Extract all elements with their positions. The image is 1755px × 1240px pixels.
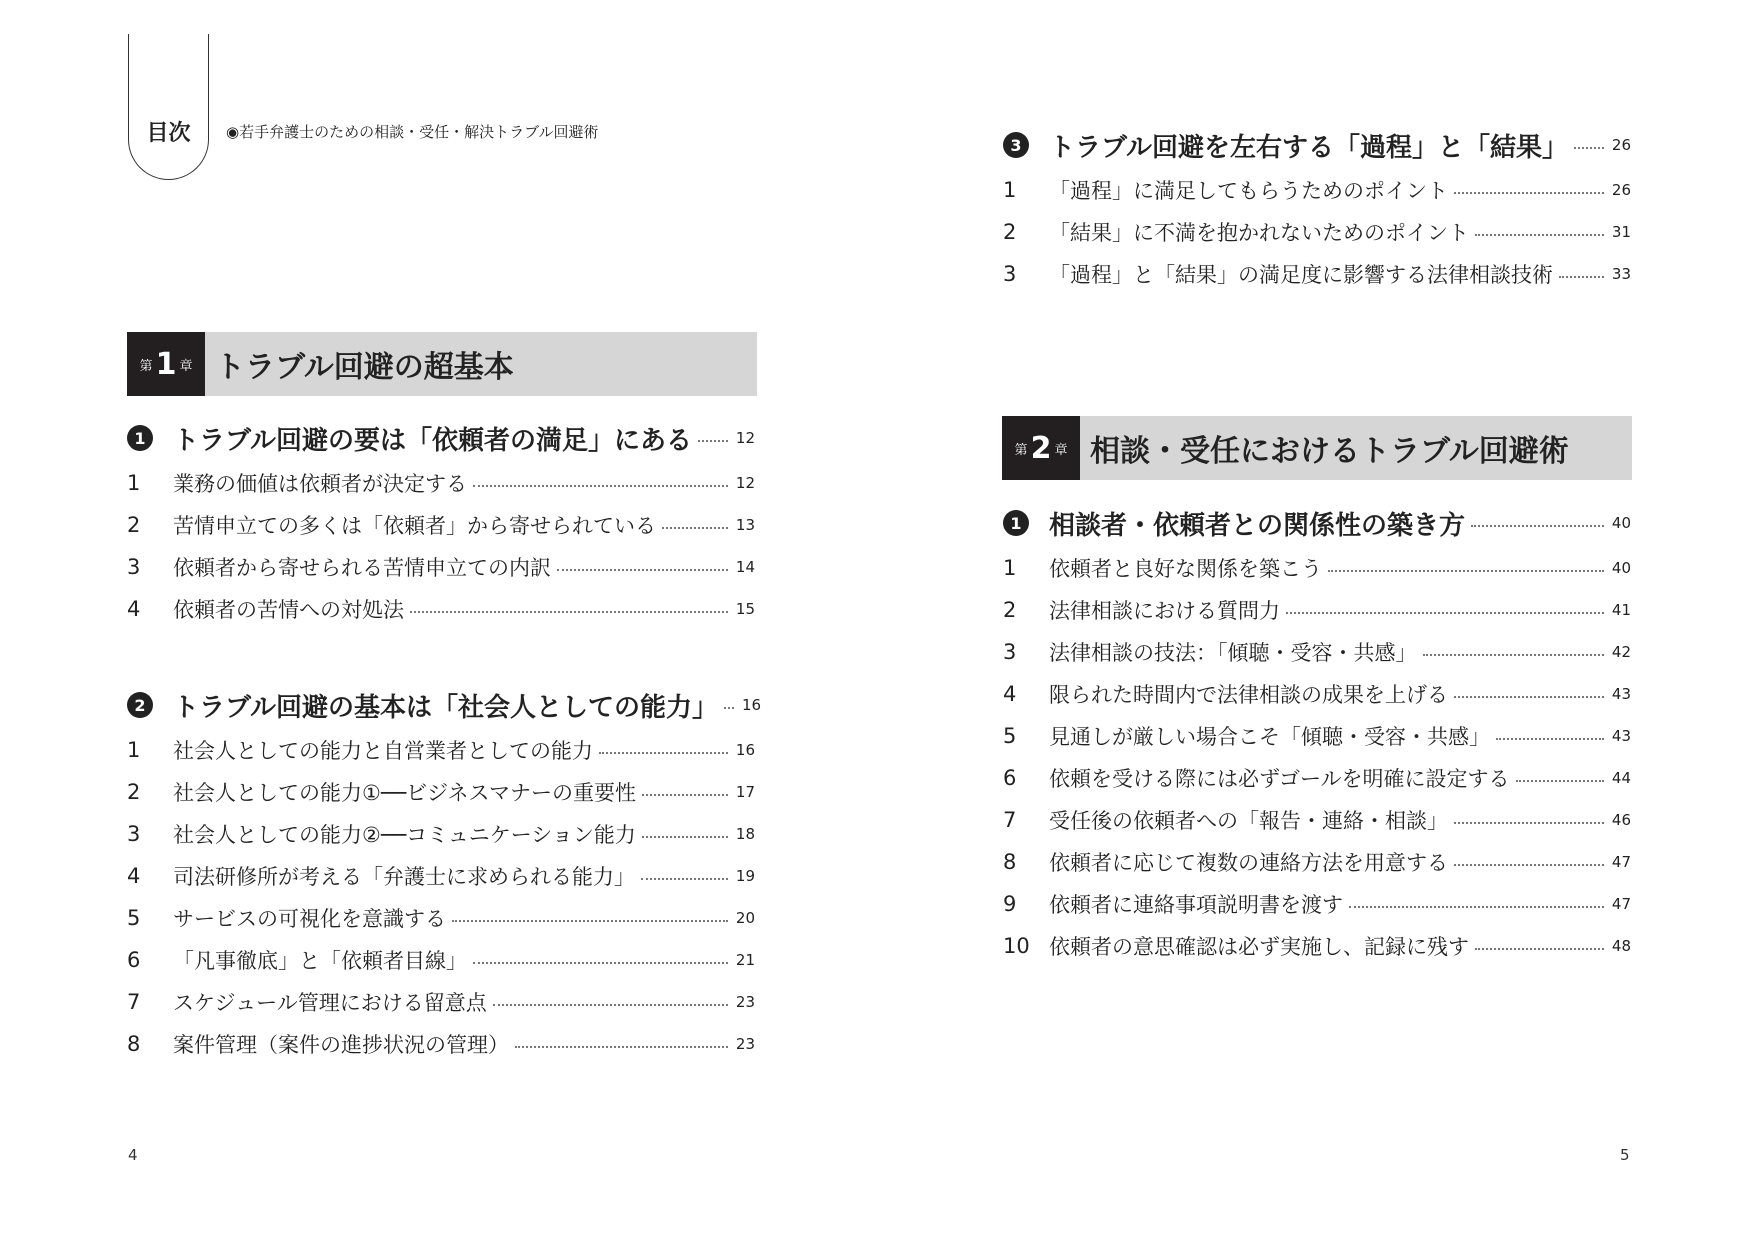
- item-label: 受任後の依頼者への「報告・連絡・相談」: [1049, 809, 1448, 833]
- item-label: 依頼者と良好な関係を築こう: [1049, 557, 1322, 581]
- leader-dots: [641, 878, 728, 880]
- item-label: 「過程」に満足してもらうためのポイント: [1049, 179, 1448, 203]
- toc-item[interactable]: [127, 902, 755, 934]
- leader-dots: [493, 1004, 728, 1006]
- leader-dots: [1454, 696, 1604, 698]
- chapter-number: 1: [155, 346, 177, 382]
- item-label: 依頼者に連絡事項説明書を渡す: [1049, 893, 1343, 917]
- page-number: 16: [735, 741, 755, 759]
- page-number: 17: [735, 783, 755, 801]
- section-title: トラブル回避の要は「依頼者の満足」にある: [173, 425, 692, 456]
- leader-dots: [473, 962, 728, 964]
- item-label: 見通しが厳しい場合こそ「傾聴・受容・共感」: [1049, 725, 1490, 749]
- page-number: 48: [1611, 937, 1631, 955]
- item-number: 1: [1003, 556, 1017, 580]
- toc-item[interactable]: [1003, 552, 1631, 584]
- toc-tab: [128, 34, 209, 180]
- section-heading[interactable]: [127, 688, 762, 723]
- leader-dots: [410, 611, 728, 613]
- chapter-2-heading[interactable]: [1002, 416, 1632, 480]
- toc-tab-label: 目次: [146, 121, 191, 146]
- chapter-prefix: 第: [1014, 442, 1028, 458]
- item-label: 社会人としての能力と自営業者としての能力: [173, 739, 593, 763]
- toc-item[interactable]: [127, 1028, 755, 1060]
- page-number: 44: [1611, 769, 1631, 787]
- leader-dots: [557, 569, 728, 571]
- item-label: 案件管理（案件の進捗状況の管理）: [173, 1033, 509, 1057]
- folio-right: 5: [1620, 1146, 1630, 1164]
- item-number: 8: [1003, 850, 1017, 874]
- item-number: 2: [1003, 598, 1017, 622]
- toc-item[interactable]: [1003, 720, 1631, 752]
- leader-dots: [1454, 864, 1604, 866]
- section-number-icon: 2: [127, 692, 153, 718]
- toc-item[interactable]: [1003, 636, 1631, 668]
- leader-dots: [1559, 276, 1604, 278]
- leader-dots: [662, 527, 728, 529]
- item-label: 司法研修所が考える「弁護士に求められる能力」: [173, 865, 635, 889]
- item-number: 6: [1003, 766, 1017, 790]
- item-number: 7: [1003, 808, 1017, 832]
- section-title: 相談者・依頼者との関係性の築き方: [1049, 510, 1466, 541]
- item-label: 苦情申立ての多くは「依頼者」から寄せられている: [173, 514, 656, 538]
- page-number: 46: [1611, 811, 1631, 829]
- page-number: 12: [735, 474, 755, 492]
- toc-item[interactable]: [1003, 888, 1631, 920]
- section-number-icon: 3: [1003, 132, 1029, 158]
- toc-item[interactable]: [1003, 846, 1631, 878]
- item-number: 3: [1003, 640, 1017, 664]
- folio-left: 4: [128, 1146, 138, 1164]
- item-label: 法律相談の技法：「傾聴・受容・共感」: [1049, 641, 1417, 665]
- chapter-number: 2: [1030, 430, 1052, 466]
- page-number: 43: [1611, 727, 1631, 745]
- toc-item[interactable]: [1003, 678, 1631, 710]
- page-number: 26: [1611, 136, 1631, 154]
- page-number: 47: [1611, 853, 1631, 871]
- page-number: 18: [735, 825, 755, 843]
- section-heading[interactable]: [127, 421, 755, 455]
- page-number: 31: [1611, 223, 1631, 241]
- leader-dots: [698, 440, 728, 442]
- section-number-icon: 1: [1003, 510, 1029, 536]
- item-number: 5: [1003, 724, 1017, 748]
- toc-item[interactable]: [127, 860, 755, 892]
- page-number: 41: [1611, 601, 1631, 619]
- page-number: 23: [735, 1035, 755, 1053]
- item-label: 業務の価値は依頼者が決定する: [173, 472, 467, 496]
- item-number: 4: [1003, 682, 1017, 706]
- leader-dots: [452, 920, 728, 922]
- item-number: 5: [127, 906, 141, 930]
- item-number: 9: [1003, 892, 1017, 916]
- item-number: 10: [1003, 934, 1030, 958]
- page-number: 19: [735, 867, 755, 885]
- item-label: 依頼者から寄せられる苦情申立ての内訳: [173, 556, 551, 580]
- leader-dots: [1471, 525, 1604, 527]
- leader-dots: [515, 1046, 728, 1048]
- item-label: 限られた時間内で法律相談の成果を上げる: [1049, 683, 1448, 707]
- item-number: 8: [127, 1032, 141, 1056]
- item-number: 1: [1003, 178, 1017, 202]
- section-title: トラブル回避を左右する「過程」と「結果」: [1049, 132, 1568, 163]
- item-number: 3: [127, 555, 141, 579]
- page-number: 15: [735, 600, 755, 618]
- page-number: 43: [1611, 685, 1631, 703]
- chapter-1-heading[interactable]: [127, 332, 757, 396]
- item-label: 依頼者の苦情への対処法: [173, 598, 404, 622]
- item-label: 依頼を受ける際には必ずゴールを明確に設定する: [1049, 767, 1510, 791]
- toc-item[interactable]: [1003, 174, 1631, 206]
- page-number: 26: [1611, 181, 1631, 199]
- page-number: 33: [1611, 265, 1631, 283]
- item-number: 3: [127, 822, 141, 846]
- item-number: 2: [1003, 220, 1017, 244]
- page-number: 12: [735, 429, 755, 447]
- leader-dots: [473, 485, 728, 487]
- chapter-title: 相談・受任におけるトラブル回避術: [1090, 434, 1569, 469]
- toc-item[interactable]: [127, 818, 755, 850]
- toc-item[interactable]: [127, 734, 755, 766]
- leader-dots: [599, 752, 728, 754]
- leader-dots: [1574, 147, 1604, 149]
- page-number: 21: [735, 951, 755, 969]
- section-title: トラブル回避の基本は「社会人としての能力」: [173, 692, 718, 723]
- page-number: 13: [735, 516, 755, 534]
- leader-dots: [1516, 780, 1604, 782]
- item-number: 2: [127, 780, 141, 804]
- leader-dots: [1496, 738, 1604, 740]
- item-label: 社会人としての能力①──ビジネスマナーの重要性: [173, 781, 637, 805]
- toc-item[interactable]: [127, 776, 755, 808]
- item-label: 「結果」に不満を抱かれないためのポイント: [1049, 221, 1469, 245]
- page-number: 14: [735, 558, 755, 576]
- toc-item[interactable]: [127, 467, 755, 499]
- toc-item[interactable]: [1003, 594, 1631, 626]
- page-number: 47: [1611, 895, 1631, 913]
- toc-item[interactable]: [1003, 762, 1631, 794]
- item-label: 「過程」と「結果」の満足度に影響する法律相談技術: [1049, 263, 1553, 287]
- chapter-suffix: 章: [179, 358, 193, 374]
- item-number: 2: [127, 513, 141, 537]
- section-number-icon: 1: [127, 425, 153, 451]
- item-label: サービスの可視化を意識する: [173, 907, 446, 931]
- leader-dots: [1475, 948, 1604, 950]
- leader-dots: [642, 836, 728, 838]
- leader-dots: [1454, 192, 1604, 194]
- item-label: 法律相談における質問力: [1049, 599, 1280, 623]
- toc-item[interactable]: [1003, 804, 1631, 836]
- leader-dots: [1328, 570, 1604, 572]
- page-number: 42: [1611, 643, 1631, 661]
- item-label: 依頼者の意思確認は必ず実施し、記録に残す: [1049, 935, 1469, 959]
- item-number: 3: [1003, 262, 1017, 286]
- chapter-badge: [127, 332, 205, 396]
- toc-item[interactable]: [127, 944, 755, 976]
- section-heading[interactable]: [1003, 506, 1631, 540]
- leader-dots: [642, 794, 728, 796]
- item-label: 依頼者に応じて複数の連絡方法を用意する: [1049, 851, 1448, 875]
- toc-item[interactable]: [127, 551, 755, 583]
- item-number: 4: [127, 597, 141, 621]
- item-number: 6: [127, 948, 141, 972]
- item-number: 7: [127, 990, 141, 1014]
- toc-item[interactable]: [127, 986, 755, 1018]
- leader-dots: [1349, 906, 1604, 908]
- toc-item[interactable]: [1003, 216, 1631, 248]
- page-number: 40: [1611, 559, 1631, 577]
- page-number: 20: [735, 909, 755, 927]
- item-label: 社会人としての能力②──コミュニケーション能力: [173, 823, 636, 847]
- page-number: 40: [1611, 514, 1631, 532]
- leader-dots: [724, 707, 734, 709]
- toc-item[interactable]: [127, 593, 755, 625]
- leader-dots: [1475, 234, 1604, 236]
- page-number: 23: [735, 993, 755, 1011]
- item-number: 1: [127, 738, 141, 762]
- page-number: 16: [741, 696, 762, 714]
- toc-item[interactable]: [127, 509, 755, 541]
- item-number: 4: [127, 864, 141, 888]
- section-heading[interactable]: [1003, 128, 1631, 162]
- chapter-prefix: 第: [139, 358, 153, 374]
- item-label: 「凡事徹底」と「依頼者目線」: [173, 949, 467, 973]
- chapter-title: トラブル回避の超基本: [215, 350, 514, 385]
- leader-dots: [1423, 654, 1604, 656]
- leader-dots: [1286, 612, 1604, 614]
- toc-item[interactable]: [1003, 930, 1631, 962]
- item-number: 1: [127, 471, 141, 495]
- chapter-badge: [1002, 416, 1080, 480]
- leader-dots: [1454, 822, 1604, 824]
- chapter-suffix: 章: [1054, 442, 1068, 458]
- book-title: ◉若手弁護士のための相談・受任・解決トラブル回避術: [226, 123, 599, 141]
- toc-item[interactable]: [1003, 258, 1631, 290]
- item-label: スケジュール管理における留意点: [173, 991, 487, 1015]
